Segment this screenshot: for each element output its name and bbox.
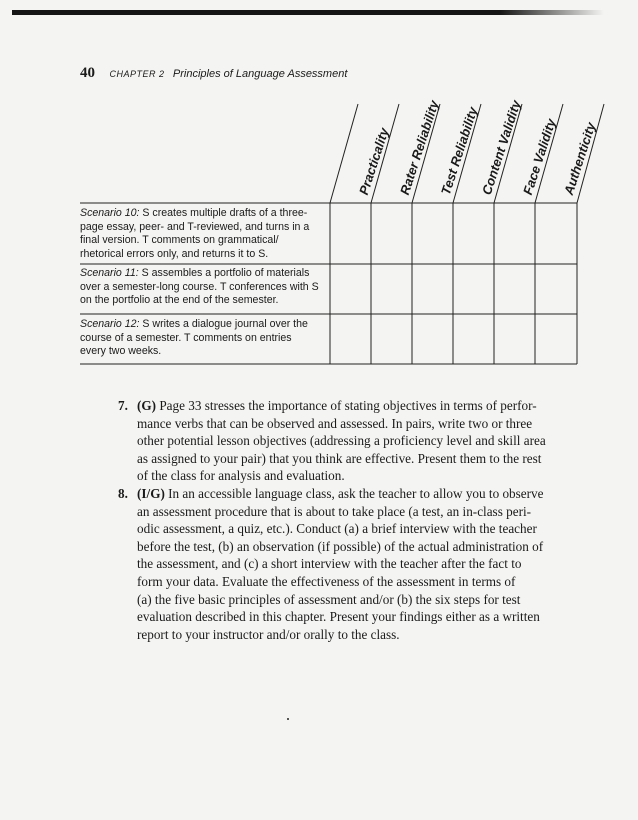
item-line: an assessment procedure that is about to take place (a test, an in-class peri- — [137, 503, 532, 519]
scenario-line: over a semester-long course. T conferences with S — [80, 280, 319, 293]
scenario-label: Scenario 10: — [80, 207, 140, 219]
scenario-line: S writes a dialogue journal over the — [139, 318, 308, 330]
column-header-content-validity: Content Validity — [479, 98, 524, 197]
item-tag: (I/G) — [137, 485, 165, 501]
chapter-label: CHAPTER 2 — [109, 69, 165, 79]
exercise-item-8 — [118, 485, 578, 643]
scenario-line: S creates multiple drafts of a three- — [139, 207, 308, 219]
item-tag: (G) — [137, 398, 157, 413]
item-line: the assessment, and (c) a short interview with the teacher after the fact to — [137, 556, 522, 572]
item-line: evaluation described in this chapter. Present your findings either as a written — [137, 609, 540, 625]
item-line: In an accessible language class, ask the teacher to allow you to observe — [168, 485, 544, 501]
item-line: odic assessment, a quiz, etc.). Conduct (a) a brief interview with the teacher — [137, 521, 537, 537]
page-speck — [287, 718, 289, 720]
item-line: (a) the five basic principles of assessment and/or (b) the six steps for test — [137, 591, 521, 607]
scenario-line: on the portfolio at the end of the semester. — [80, 294, 279, 306]
item-line: other potential lesson objectives (addressing a proficiency level and skill area — [137, 433, 546, 449]
item-line: mance verbs that can be observed and assessed. In pairs, write two or three — [137, 415, 533, 431]
column-header-rater-reliability: Rater Reliability — [397, 98, 442, 197]
scenario-row-10 — [80, 207, 328, 261]
item-number: 8. — [118, 485, 128, 501]
scenario-row-12 — [80, 318, 328, 359]
scenario-line: page essay, peer- and T-reviewed, and turns in a — [80, 220, 310, 233]
column-header-test-reliability: Test Reliability — [438, 105, 481, 197]
scenario-row-11 — [80, 267, 328, 308]
page-number: 40 — [80, 65, 95, 81]
exercise-list — [118, 397, 578, 643]
item-line: as assigned to your pair) that you think are effective. Present them to the rest — [137, 450, 542, 466]
item-line: before the test, (b) an observation (if possible) of the actual administration of — [137, 538, 544, 554]
scenario-line: rhetorical errors only, and returns it to S. — [80, 247, 269, 260]
item-line: Page 33 stresses the importance of stating objectives in terms of perfor- — [159, 398, 537, 413]
scenario-line: course of a semester. T comments on entries — [80, 331, 292, 344]
item-line: form your data. Evaluate the effectiveness of the assessment in terms of — [137, 573, 516, 589]
column-header-authenticity: Authenticity — [561, 120, 599, 197]
scenario-line: every two weeks. — [80, 345, 162, 357]
exercise-item-7 — [118, 397, 578, 485]
scenario-line: final version. T comments on grammatical/ — [80, 234, 279, 246]
header-slant-0 — [330, 104, 358, 203]
item-number: 7. — [118, 398, 128, 413]
column-header-practicality: Practicality — [356, 126, 392, 197]
scenario-line: S assembles a portfolio of materials — [138, 267, 310, 279]
scenario-label: Scenario 11: — [80, 267, 139, 279]
chapter-title: Principles of Language Assessment — [172, 68, 348, 80]
item-line: of the class for analysis and evaluation. — [137, 468, 345, 484]
scenario-label: Scenario 12: — [80, 318, 140, 330]
column-header-face-validity: Face Validity — [520, 116, 559, 197]
item-line: report to your instructor and/or orally to the class. — [137, 626, 400, 642]
